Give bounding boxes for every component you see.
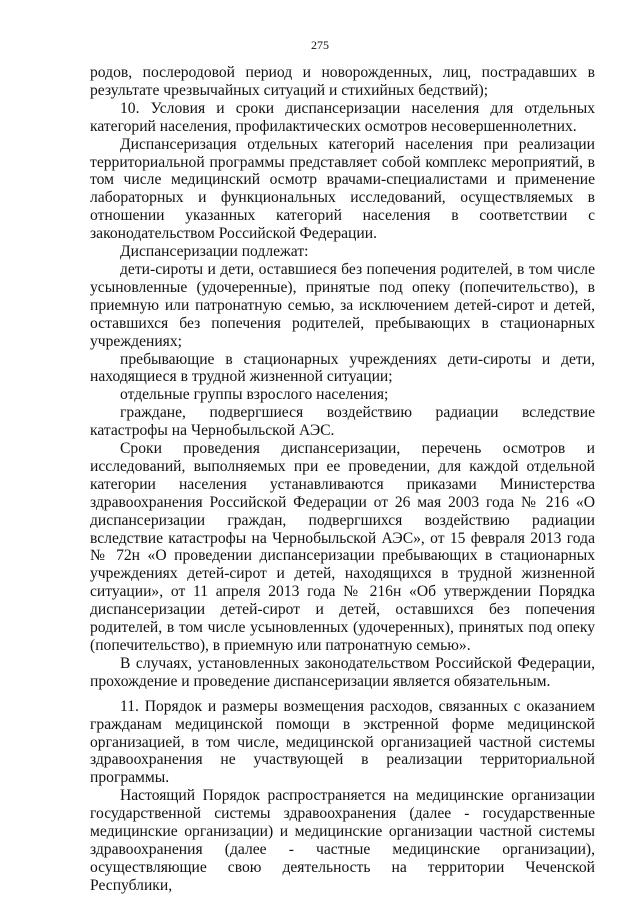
list-item: дети-сироты и дети, оставшиеся без попечения родителей, в том числе усыновленные (удочеренные), принятые под опеку (попечительство), в приемную или патронатную семью, за исключением детей-сирот и детей, оставшихся без попечения родителей, пребывающих в стационарных учреждениях; (90, 260, 595, 350)
list-item: отдельные группы взрослого населения; (120, 386, 389, 404)
paragraph: Сроки проведения диспансеризации, перечень осмотров и исследований, выполняемых при ее проведении, для каждой отдельной категории населения устанавливаются приказами Министерства здравоохранения Российской Федерации от 26 мая 2003 года № 216 «О диспансеризации граждан, подвергшихся воздействию радиации вследствие катастрофы на Чернобыльской АЭС», от 15 февраля 2013 года № 72н «О проведении диспансеризации пребывающих в стационарных учреждениях детей-сирот и детей, находящихся в трудной жизненной ситуации», от 11 апреля 2013 года № 216н «Об утверждении Порядка диспансеризации детей-сирот и детей, оставшихся без попечения родителей, в том числе усыновленных (удочеренных), принятых под опеку (попечительство), в приемную или патронатную семью». (90, 440, 595, 654)
section-heading-11: 11. Порядок и размеры возмещения расходов, связанных с оказанием гражданам медицинской помощи в экстренной форме медицинской организацией, в том числе, медицинской организацией частной системы здравоохранения не участвующей в реализации территориальной программы. (90, 697, 595, 787)
paragraph: Настоящий Порядок распространяется на медицинские организации государственной системы здравоохранения (далее - государственные медицинские организации) и медицинские организации частной системы здравоохранения (далее - частные медицинские организации), осуществляющие свою деятельность на территории Чеченской Республики, (90, 787, 595, 894)
list-item: пребывающие в стационарных учреждениях дети-сироты и дети, находящиеся в трудной жизненной ситуации; (90, 350, 595, 386)
paragraph: В случаях, установленных законодательством Российской Федерации, прохождение и проведение диспансеризации является обязательным. (90, 654, 595, 690)
document-body (90, 64, 595, 895)
paragraph: Диспансеризация отдельных категорий населения при реализации территориальной программы представляет собой комплекс мероприятий, в том числе медицинский осмотр врачами-специалистами и применение лабораторных и функциональных исследований, осуществляемых в отношении указанных категорий населения в соответствии с законодательством Российской Федерации. (90, 135, 595, 243)
paragraph: родов, послеродовой период и новорожденных, лиц, пострадавших в результате чрезвычайных ситуаций и стихийных бедствий); (90, 64, 595, 99)
section-heading-10: 10. Условия и сроки диспансеризации населения для отдельных категорий населения, профилактических осмотров несовершеннолетних. (90, 99, 595, 135)
page-number: 275 (311, 38, 329, 52)
list-item: граждане, подвергшиеся воздействию радиации вследствие катастрофы на Чернобыльской АЭС. (90, 404, 595, 440)
paragraph: Диспансеризации подлежат: (120, 243, 309, 261)
